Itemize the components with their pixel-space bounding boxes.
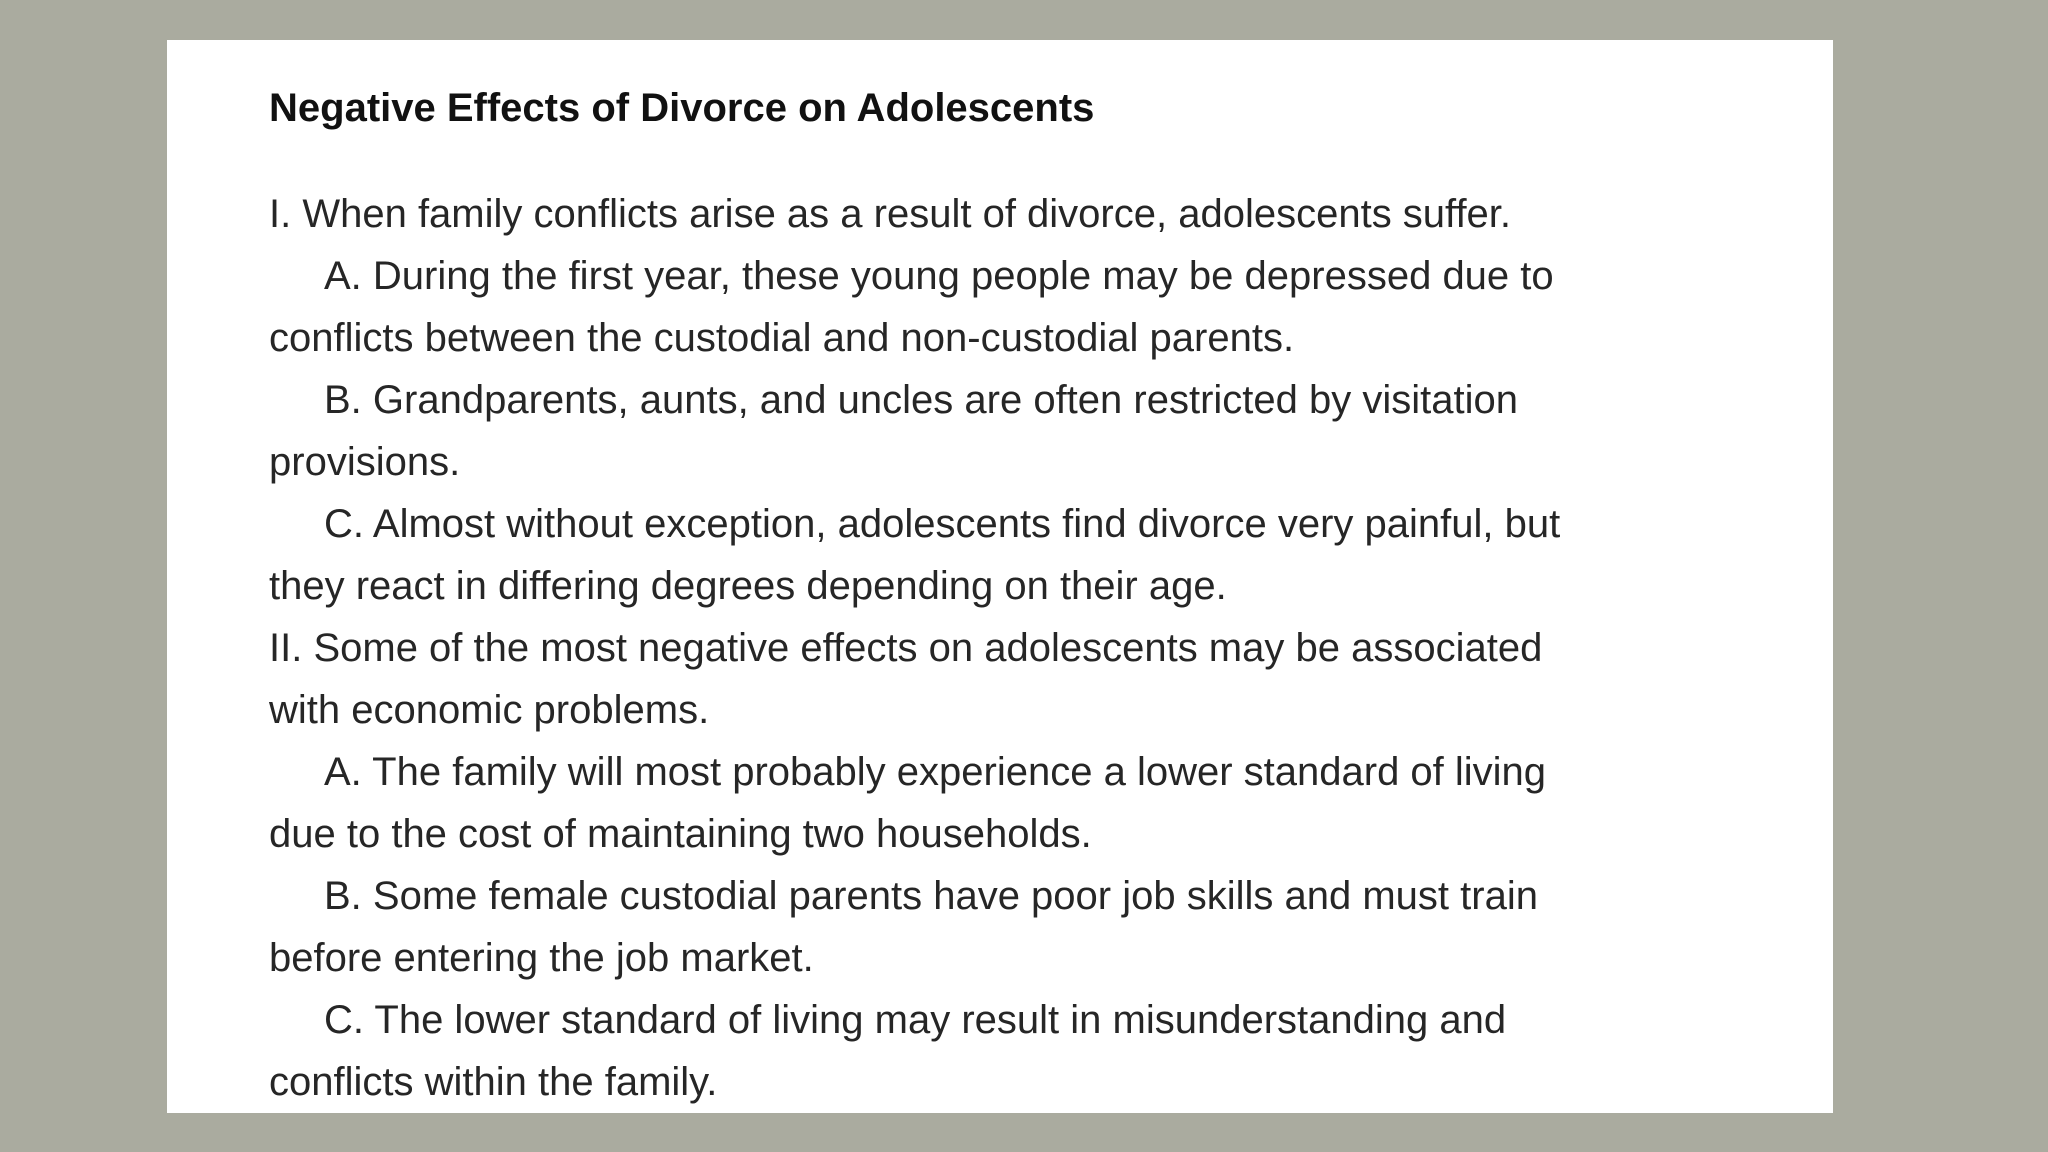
outline-line: I. When family conflicts arise as a result of divorce, adolescents suffer. [269, 192, 1512, 236]
outline-line: conflicts between the custodial and non-custodial parents. [269, 316, 1295, 360]
outline-line: conflicts within the family. [269, 1060, 718, 1104]
outline-line: B. Grandparents, aunts, and uncles are often restricted by visitation [324, 378, 1518, 422]
outline-line: before entering the job market. [269, 936, 814, 980]
outline-line: A. The family will most probably experience a lower standard of living [324, 750, 1547, 794]
outline-line: B. Some female custodial parents have poor job skills and must train [324, 874, 1538, 918]
outline-line: A. During the first year, these young people may be depressed due to [324, 254, 1554, 298]
document-page [167, 40, 1833, 1113]
outline-line: C. Almost without exception, adolescents find divorce very painful, but [324, 502, 1561, 546]
outline-line: provisions. [269, 440, 461, 484]
outline-line: II. Some of the most negative effects on adolescents may be associated [269, 626, 1543, 670]
document-content [269, 82, 1769, 1113]
outline-body [269, 183, 1769, 1113]
outline-line: C. The lower standard of living may result in misunderstanding and [324, 998, 1507, 1042]
outline-line: due to the cost of maintaining two households. [269, 812, 1092, 856]
outline-line: with economic problems. [269, 688, 710, 732]
outline-line: they react in differing degrees depending on their age. [269, 564, 1227, 608]
document-title: Negative Effects of Divorce on Adolescents [269, 86, 1095, 130]
